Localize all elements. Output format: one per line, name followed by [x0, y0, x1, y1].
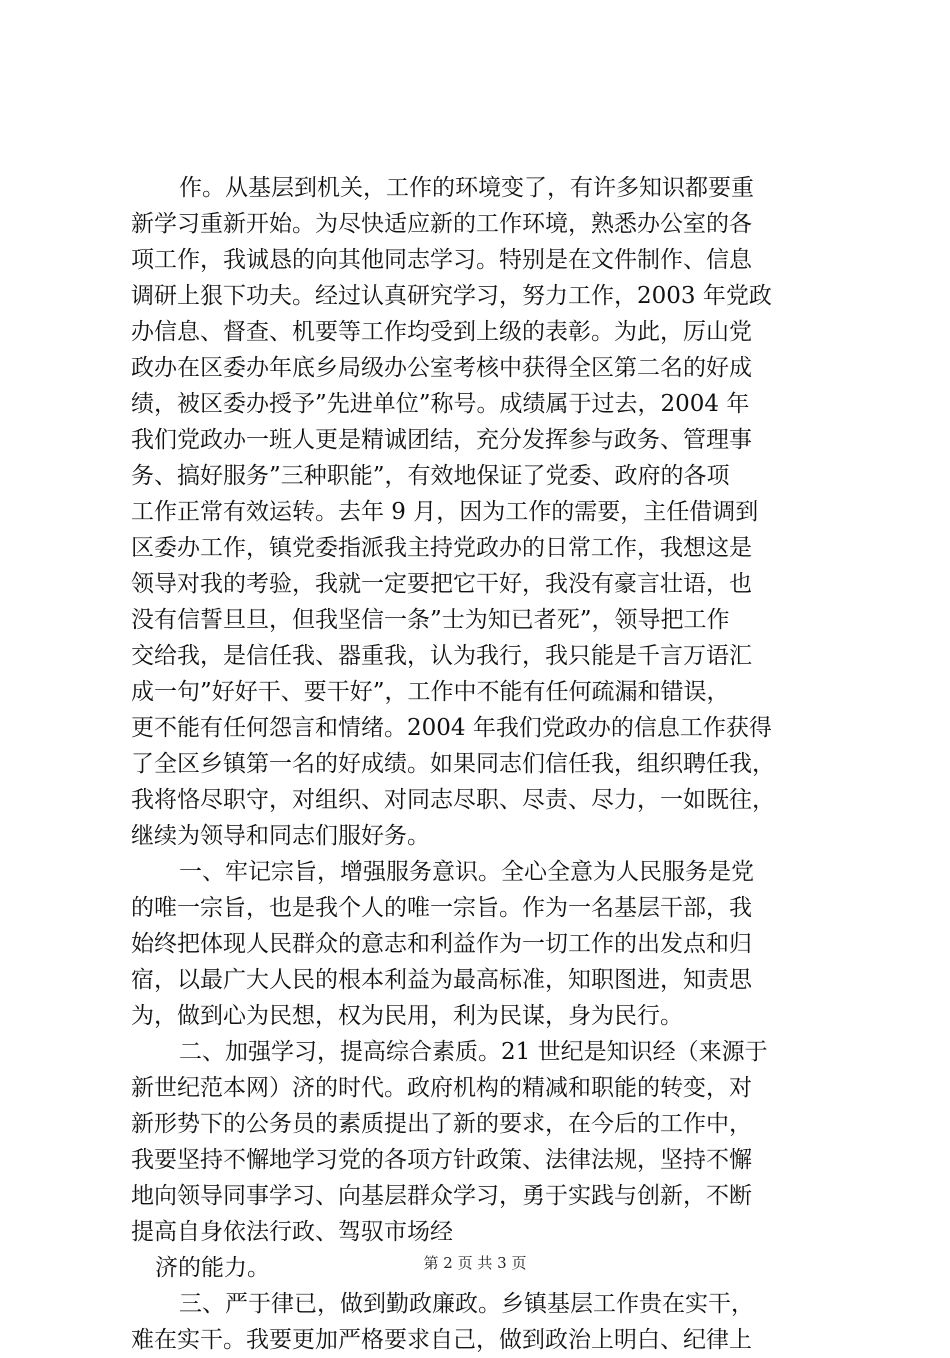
- text-line: 没有信誓旦旦，但我坚信一条”士为知已者死”，领导把工作: [131, 607, 730, 633]
- text-line: 了全区乡镇第一名的好成绩。如果同志们信任我，组织聘任我，: [131, 751, 775, 777]
- text-line: 地向领导同事学习、向基层群众学习，勇于实践与创新，不断: [131, 1183, 752, 1209]
- text-line: 一、牢记宗旨，增强服务意识。全心全意为人民服务是党: [179, 859, 754, 885]
- text-line: 二、加强学习，提高综合素质。21 世纪是知识经（来源于: [179, 1039, 768, 1065]
- text-line: 宿，以最广大人民的根本利益为最高标准，知职图进，知责思: [131, 967, 752, 993]
- text-line: 始终把体现人民群众的意志和利益作为一切工作的出发点和归: [131, 931, 752, 957]
- text-line: 难在实干。我要更加严格要求自己，做到政治上明白、纪律上: [131, 1327, 752, 1353]
- document-body: [131, 170, 851, 1358]
- text-line: 区委办工作，镇党委指派我主持党政办的日常工作，我想这是: [131, 535, 752, 561]
- text-line: 作。从基层到机关，工作的环境变了，有许多知识都要重: [179, 175, 754, 201]
- text-line: 我要坚持不懈地学习党的各项方针政策、法律法规，坚持不懈: [131, 1147, 752, 1173]
- page-footer: 第 2 页 共 3 页: [423, 1254, 527, 1272]
- text-line: 绩，被区委办授予”先进单位”称号。成绩属于过去，2004 年: [131, 391, 750, 417]
- text-line: 三、严于律已，做到勤政廉政。乡镇基层工作贵在实干，: [179, 1291, 754, 1317]
- text-line: 务、搞好服务”三种职能”，有效地保证了党委、政府的各项: [131, 463, 730, 489]
- text-line: 更不能有任何怨言和情绪。2004 年我们党政办的信息工作获得: [131, 715, 772, 741]
- text-line: 交给我，是信任我、器重我，认为我行，我只能是千言万语汇: [131, 643, 752, 669]
- text-line: 新世纪范本网）济的时代。政府机构的精减和职能的转变，对: [131, 1075, 752, 1101]
- text-line: 成一句”好好干、要干好”，工作中不能有任何疏漏和错误，: [131, 679, 730, 705]
- text-line: 济的能力。: [155, 1255, 270, 1281]
- text-line: 政办在区委办年底乡局级办公室考核中获得全区第二名的好成: [131, 355, 752, 381]
- text-line: 的唯一宗旨，也是我个人的唯一宗旨。作为一名基层干部，我: [131, 895, 752, 921]
- text-line: 项工作，我诚恳的向其他同志学习。特别是在文件制作、信息: [131, 247, 752, 273]
- text-line: 提高自身依法行政、驾驭市场经: [131, 1219, 453, 1245]
- text-line: 工作正常有效运转。去年 9 月，因为工作的需要，主任借调到: [131, 499, 759, 525]
- text-line: 新学习重新开始。为尽快适应新的工作环境，熟悉办公室的各: [131, 211, 752, 237]
- text-line: 我将恪尽职守，对组织、对同志尽职、尽责、尽力，一如既往，: [131, 787, 775, 813]
- text-line: 领导对我的考验，我就一定要把它干好，我没有豪言壮语，也: [131, 571, 752, 597]
- text-line: 为，做到心为民想，权为民用，利为民谋，身为民行。: [131, 1003, 683, 1029]
- text-line: 调研上狠下功夫。经过认真研究学习，努力工作，2003 年党政: [131, 283, 772, 309]
- text-line: 我们党政办一班人更是精诚团结，充分发挥参与政务、管理事: [131, 427, 752, 453]
- text-line: 新形势下的公务员的素质提出了新的要求，在今后的工作中，: [131, 1111, 752, 1137]
- text-line: 办信息、督查、机要等工作均受到上级的表彰。为此，厉山党: [131, 319, 752, 345]
- text-line: 继续为领导和同志们服好务。: [131, 823, 430, 849]
